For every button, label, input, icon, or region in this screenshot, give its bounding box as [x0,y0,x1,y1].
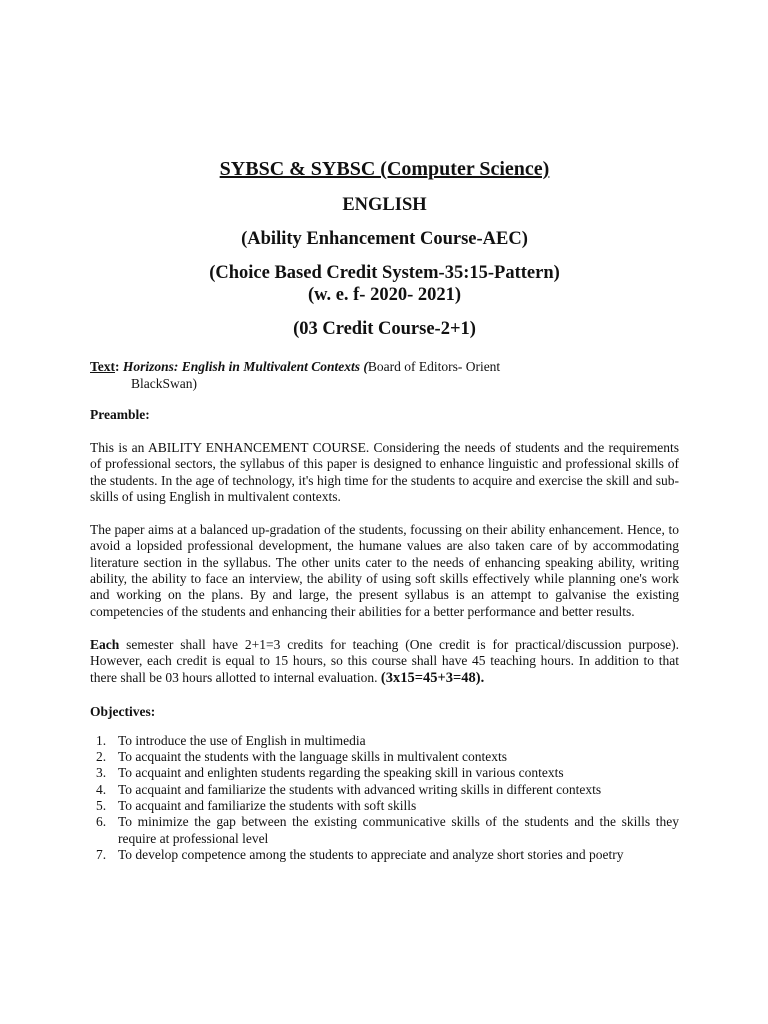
list-item-text: To acquaint the students with the language skills in multivalent contexts [118,749,507,765]
list-item-number: 2. [96,749,107,765]
preamble-paragraph-1: This is an ABILITY ENHANCEMENT COURSE. Considering the needs of students and the requirements of professional sectors, the syllabus of this paper is designed to enhance linguistic and professional skills of the students. In the age of technology, it's high time for the students to acquire and exercise the skill and sub-skills of using English in multivalent contexts. [90,440,679,504]
list-item [90,847,679,863]
list-item-number: 7. [96,846,107,862]
list-item [90,782,679,798]
credit-course-heading: (03 Credit Course-2+1) [293,319,476,339]
list-item-text: To introduce the use of English in multimedia [118,732,366,748]
publisher-line-2: BlackSwan) [131,376,197,391]
list-item-number: 5. [96,798,107,814]
list-item [90,765,679,781]
objectives-heading: Objectives: [90,703,156,719]
list-item-number: 6. [96,814,107,830]
preamble-paragraph-2: The paper aims at a balanced up-gradation of the students, focussing on their ability enhancement. Hence, to avoid a lopsided professional development, the humane values are also taken care of by accommodating literature section in the syllabus. The other units cater to the needs of enhancing speaking ability, writing ability, the ability to face an interview, the ability of using soft skills effectively while planning one's work and working on the plans. By and large, the present syllabus is an attempt to galvanise the existing competencies of the students and enhancing their abilities for a better performance and better results. [90,522,679,619]
credits-text: semester shall have 2+1=3 credits for teaching (One credit is for practical/discussion purpose). However, each credit is equal to 15 hours, so this course shall have 45 teaching hours. In addition to that there shall be 03 hours allotted to internal evaluation. [90,636,679,685]
list-item-text: To minimize the gap between the existing communicative skills of the students and the skills they require at professional level [118,814,679,846]
book-title: Horizons: English in Multivalent Contexts ( [122,359,368,374]
document-header [90,157,679,340]
effective-from-heading: (w. e. f- 2020- 2021) [307,285,462,305]
list-item-number: 3. [96,765,107,781]
each-lead-word: Each [90,636,120,652]
text-reference [90,358,679,392]
preamble-paragraph-3 [90,637,679,686]
list-item-text: To acquaint and familiarize the students with advanced writing skills in different contexts [118,781,602,797]
list-item-text: To develop competence among the students to appreciate and analyze short stories and poetry [118,846,624,862]
list-item-text: To acquaint and familiarize the students with soft skills [118,798,417,814]
list-item-number: 1. [96,732,107,748]
course-title: SYBSC & SYBSC (Computer Science) [219,158,550,180]
objectives-list [90,733,679,863]
list-item-number: 4. [96,781,107,797]
list-item-text: To acquaint and enlighten students regarding the speaking skill in various contexts [118,765,564,781]
subject-heading: ENGLISH [342,195,427,215]
credit-system-heading: (Choice Based Credit System-35:15-Pattern) [209,263,560,283]
text-colon: : [115,359,120,374]
course-type-heading: (Ability Enhancement Course-AEC) [241,229,528,249]
list-item [90,798,679,814]
hours-equation: (3x15=45+3=48). [380,669,485,686]
preamble-heading: Preamble: [90,407,150,422]
list-item [90,733,679,749]
text-label: Text [90,359,116,374]
list-item [90,814,679,847]
list-item [90,749,679,765]
publisher-line-1: Board of Editors- Orient [367,359,501,374]
